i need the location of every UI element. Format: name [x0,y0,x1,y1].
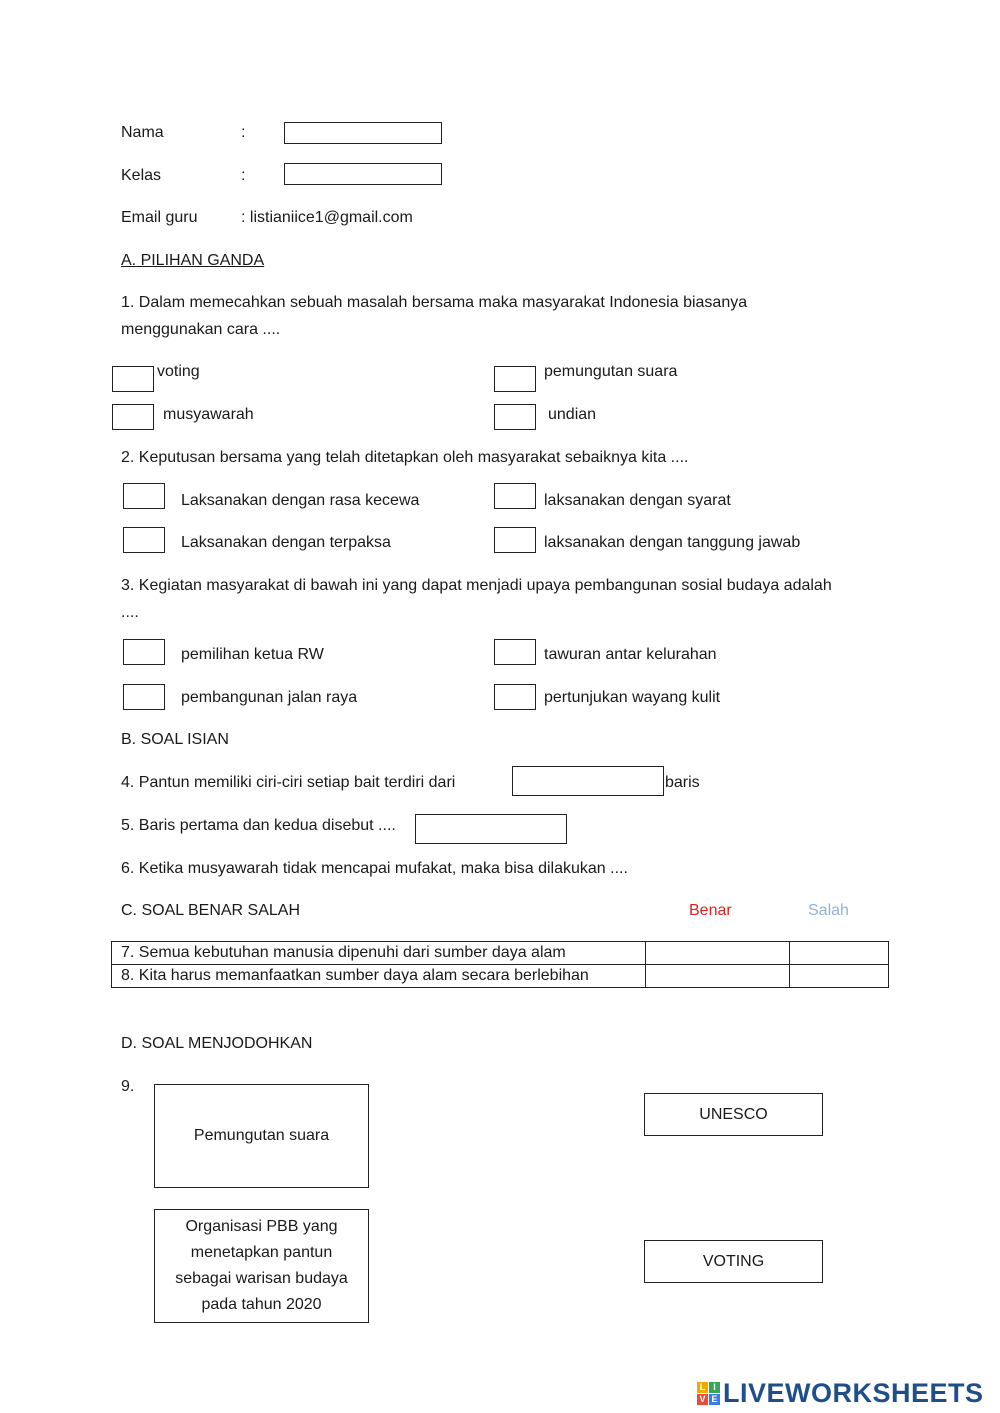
liveworksheets-logo-text: LIVEWORKSHEETS [723,1378,984,1408]
question-4-suffix: baris [665,774,700,791]
q1-option-voting-checkbox[interactable] [112,366,154,392]
q3-option-2-label: tawuran antar kelurahan [544,646,717,663]
statement-8: 8. Kita harus memanfaatkan sumber daya alam secara berlebihan [112,965,646,988]
statement-7-salah-cell[interactable] [790,942,889,965]
question-4-text: 4. Pantun memiliki ciri-ciri setiap bait terdiri dari [121,774,456,791]
salah-column-label: Salah [808,902,849,919]
benar-column-label: Benar [689,902,732,919]
q3-option-3-label: pembangunan jalan raya [181,689,358,706]
q2-option-1-checkbox[interactable] [123,483,165,509]
q3-option-2-checkbox[interactable] [494,639,536,665]
logo-mark-tile: I [709,1382,720,1393]
q3-option-4-checkbox[interactable] [494,684,536,710]
q1-option-undian-checkbox[interactable] [494,404,536,430]
question-5-input[interactable] [415,814,567,844]
q1-option-undian-label: undian [548,406,597,423]
section-c-title: C. SOAL BENAR SALAH [121,902,301,919]
q1-option-musyawarah-label: musyawarah [163,406,254,423]
statement-8-benar-cell[interactable] [646,965,790,988]
question-1-line-2: menggunakan cara .... [121,321,281,338]
q2-option-2-checkbox[interactable] [494,483,536,509]
question-1-line-1: 1. Dalam memecahkan sebuah masalah bersama maka masyarakat Indonesia biasanya [121,294,748,311]
table-row [112,965,889,988]
logo-mark-tile: V [697,1394,708,1405]
q1-option-voting-label: voting [157,363,200,380]
question-3-line-1: 3. Kegiatan masyarakat di bawah ini yang dapat menjadi upaya pembangunan sosial budaya adalah [121,577,832,594]
q2-option-3-checkbox[interactable] [123,527,165,553]
question-5-text: 5. Baris pertama dan kedua disebut .... [121,817,396,834]
match-right-item-2[interactable]: VOTING [644,1240,823,1283]
q3-option-1-checkbox[interactable] [123,639,165,665]
match-left-item-2[interactable]: Organisasi PBB yang menetapkan pantun sebagai warisan budaya pada tahun 2020 [154,1209,369,1323]
question-6-text: 6. Ketika musyawarah tidak mencapai mufakat, maka bisa dilakukan .... [121,860,628,877]
email-value: : listianiice1@gmail.com [241,209,413,226]
liveworksheets-logo [697,1378,984,1409]
nama-label: Nama [121,124,164,141]
question-2-text: 2. Keputusan bersama yang telah ditetapkan oleh masyarakat sebaiknya kita .... [121,449,689,466]
logo-mark-tile: L [697,1382,708,1393]
kelas-input[interactable] [284,163,442,185]
q2-option-1-label: Laksanakan dengan rasa kecewa [181,492,420,509]
match-right-item-1[interactable]: UNESCO [644,1093,823,1136]
q2-option-4-checkbox[interactable] [494,527,536,553]
section-a-title: A. PILIHAN GANDA [121,252,265,269]
statement-8-salah-cell[interactable] [790,965,889,988]
q2-option-2-label: laksanakan dengan syarat [544,492,731,509]
question-9-number: 9. [121,1078,135,1095]
question-4-input[interactable] [512,766,664,796]
q3-option-1-label: pemilihan ketua RW [181,646,324,663]
q3-option-4-label: pertunjukan wayang kulit [544,689,721,706]
kelas-label: Kelas [121,167,162,184]
section-b-title: B. SOAL ISIAN [121,731,229,748]
q1-option-musyawarah-checkbox[interactable] [112,404,154,430]
nama-input[interactable] [284,122,442,144]
nama-colon: : [241,124,246,141]
question-3-line-2: .... [121,604,139,621]
q2-option-3-label: Laksanakan dengan terpaksa [181,534,391,551]
q1-option-pemungutan-checkbox[interactable] [494,366,536,392]
kelas-colon: : [241,167,246,184]
statement-7-benar-cell[interactable] [646,942,790,965]
section-d-title: D. SOAL MENJODOHKAN [121,1035,313,1052]
logo-mark-tile: E [709,1394,720,1405]
match-left-item-1[interactable]: Pemungutan suara [154,1084,369,1188]
statement-7: 7. Semua kebutuhan manusia dipenuhi dari sumber daya alam [112,942,646,965]
table-row [112,942,889,965]
benar-salah-table [111,941,889,988]
email-label: Email guru [121,209,198,226]
q1-option-pemungutan-label: pemungutan suara [544,363,678,380]
q2-option-4-label: laksanakan dengan tanggung jawab [544,534,801,551]
liveworksheets-logo-mark-icon [697,1382,720,1405]
q3-option-3-checkbox[interactable] [123,684,165,710]
